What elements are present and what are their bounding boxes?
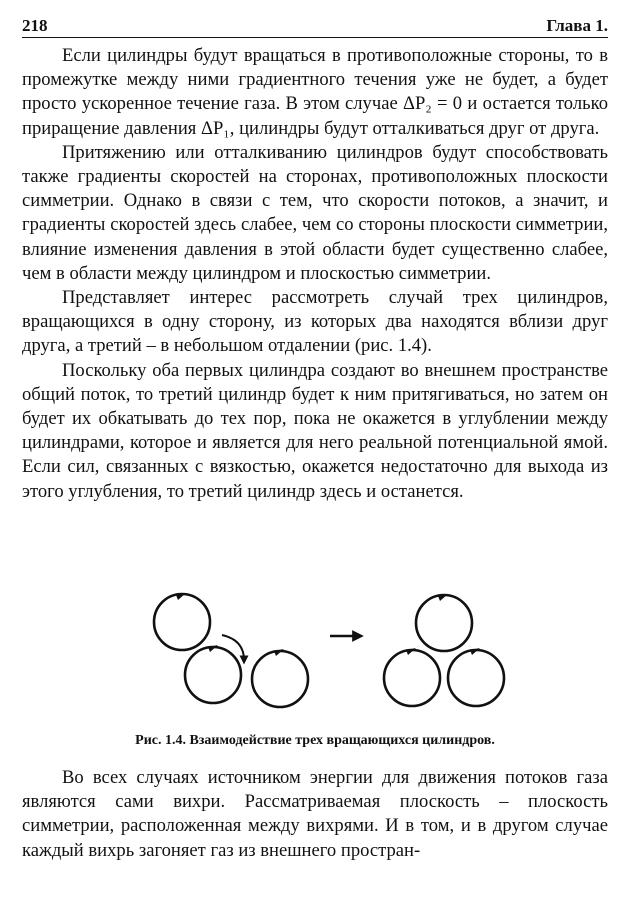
chapter-title: Глава 1.: [546, 16, 608, 35]
cylinder-left-2: [185, 647, 241, 703]
cylinder-right-2: [384, 650, 440, 706]
paragraph: Если цилиндры будут вращаться в противоположные стороны, то в промежутке между ними градиентного течения уже не будет, а будет просто ускоренное течение газа. В этом случае ΔP₂ = 0 и остается только приращение давления ΔP₁, цилиндры будут отталкиваться друг от друга.: [22, 45, 608, 139]
page-header: [22, 10, 608, 36]
paragraph: Поскольку оба первых цилиндра создают во внешнем пространстве общий поток, то третий цилиндр будет к ним притягиваться, но затем он будет их обкатывать до тех пор, пока не окажется в углублении между цилиндрами, которое и является для него реальной потенциальной ямой. Если сил, связанных с вязкостью, окажется недостаточно для выхода из этого углубления, то третий цилиндр здесь и останется.: [22, 359, 608, 502]
paragraph: Притяжению или отталкиванию цилиндров будут способствовать также градиенты скоростей на сторонах, противоположных плоскости симметрии. Однако в связи с тем, что скорости потоков, а значит, и градиенты скоростей здесь слабее, чем со стороны плоскости симметрии, влияние изменения давления в этой области будет существенно слабее, чем в области между цилиндром и плоскостью симметрии.: [22, 141, 608, 284]
figure-cylinders: [0, 578, 630, 718]
page-number: 218: [22, 16, 48, 35]
paragraph: Представляет интерес рассмотреть случай трех цилиндров, вращающихся в одну сторону, из которых два находятся вблизи друг друга, а третий – в небольшом отдалении (рис. 1.4).: [22, 287, 608, 357]
cylinder-left-1: [154, 594, 210, 650]
figure-caption: Рис. 1.4. Взаимодействие трех вращающихся цилиндров.: [135, 733, 495, 748]
paragraph: Во всех случаях источником энергии для движения потоков газа являются сами вихри. Рассматриваемая плоскость – плоскость симметрии, расположенная между вихрями. И в том, и в другом случае каждый вихрь загоняет газ из внешнего простран-: [22, 767, 608, 861]
cylinder-right-1: [416, 595, 472, 651]
body-text-top: [22, 44, 608, 504]
cylinder-left-3: [252, 651, 308, 707]
body-text-bottom: [22, 766, 608, 863]
cylinder-right-3: [448, 650, 504, 706]
header-rule: [22, 37, 608, 38]
